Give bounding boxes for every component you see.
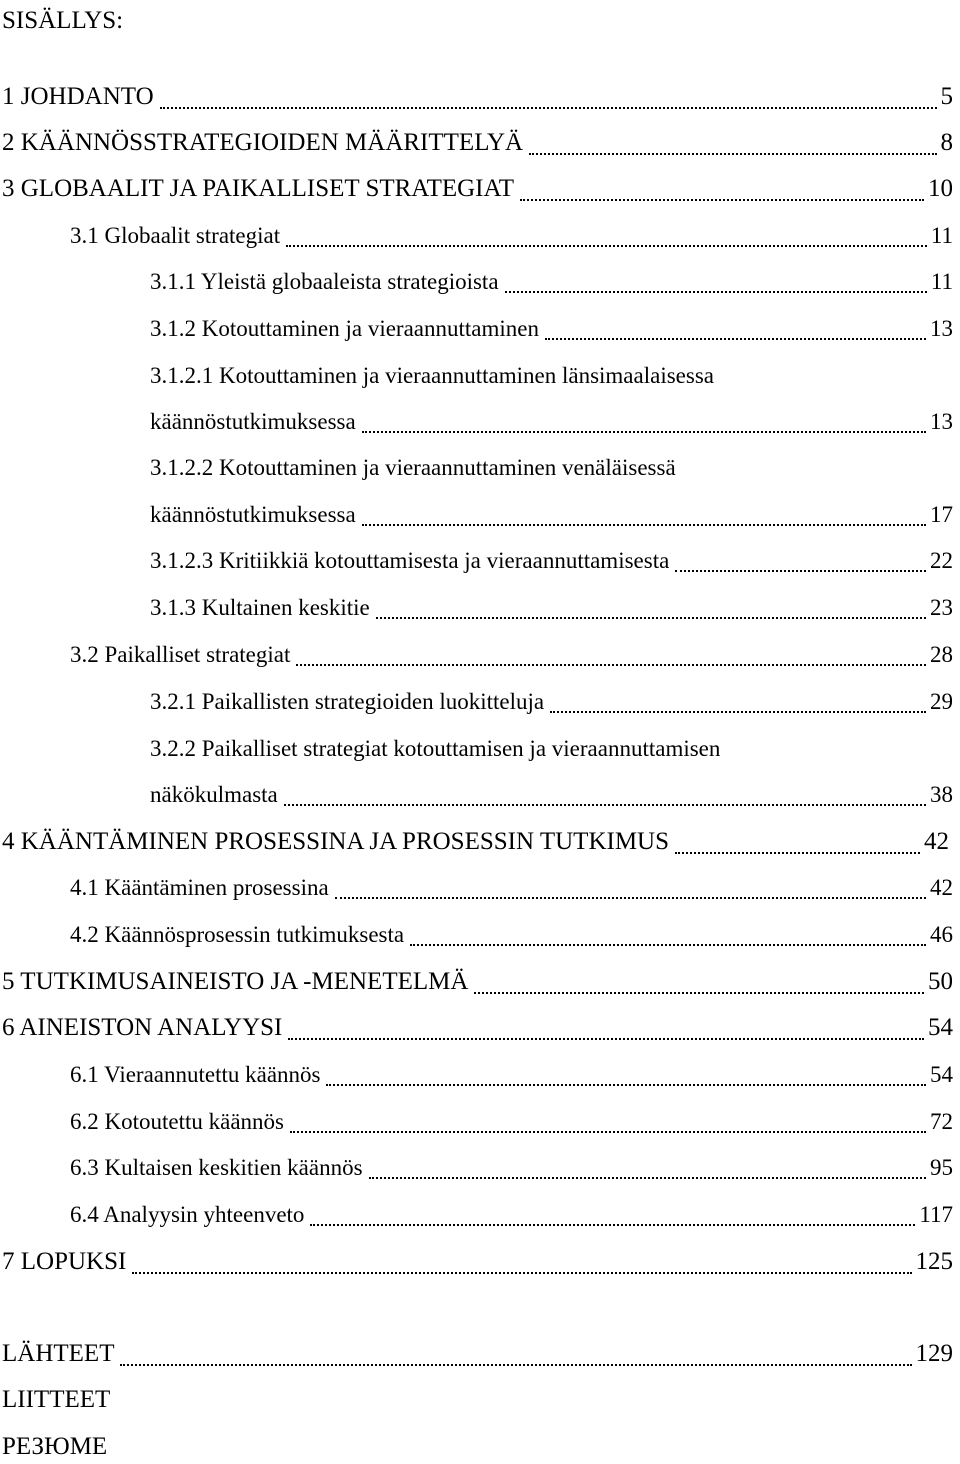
toc-entry-page: 10 bbox=[928, 175, 953, 202]
dot-leader bbox=[369, 1177, 926, 1179]
toc-entry-label: 4 KÄÄNTÄMINEN PROSESSINA JA PROSESSIN TUTKIMUS bbox=[2, 828, 670, 855]
toc-entry-label: LÄHTEET bbox=[2, 1340, 115, 1367]
dot-leader bbox=[474, 992, 924, 994]
toc-entry-page: 13 bbox=[930, 409, 953, 434]
toc-entry-label: 3.1.2.3 Kritiikkiä kotouttamisesta ja vieraannuttamisesta bbox=[150, 548, 670, 573]
toc-entry bbox=[2, 1341, 953, 1371]
toc-entry-page: 11 bbox=[930, 223, 953, 248]
dot-leader bbox=[288, 1038, 924, 1040]
dot-leader bbox=[284, 804, 926, 806]
toc-entry-label: 3.2.1 Paikallisten strategioiden luokitteluja bbox=[150, 689, 545, 714]
toc-entry-label: 3.1.2.1 Kotouttaminen ja vieraannuttaminen länsimaalaisessa bbox=[150, 363, 714, 388]
toc-entry-label: käännöstutkimuksessa bbox=[150, 409, 356, 434]
toc-entry-page: 23 bbox=[930, 595, 953, 620]
toc-entry bbox=[2, 84, 953, 114]
dot-leader bbox=[675, 852, 920, 854]
toc-entry-page: 95 bbox=[930, 1155, 953, 1180]
toc-entry bbox=[150, 317, 953, 347]
toc-heading: SISÄLLYS: bbox=[2, 7, 124, 34]
toc-entry-page: 13 bbox=[930, 316, 953, 341]
toc-entry bbox=[150, 270, 953, 300]
toc-entry-page: 72 bbox=[930, 1109, 953, 1134]
dot-leader bbox=[290, 1131, 926, 1133]
toc-entry bbox=[150, 364, 953, 394]
toc-entry-page: 129 bbox=[915, 1340, 953, 1367]
toc-entry-label: 3.1.3 Kultainen keskitie bbox=[150, 595, 370, 620]
toc-entry-label: 6.3 Kultaisen keskitien käännös bbox=[70, 1155, 363, 1180]
dot-leader bbox=[326, 1084, 926, 1086]
toc-entry-page: 54 bbox=[928, 1014, 953, 1041]
toc-entry bbox=[150, 596, 953, 626]
toc-entry bbox=[150, 783, 953, 813]
toc-entry bbox=[70, 1110, 953, 1140]
toc-entry bbox=[2, 176, 953, 206]
toc-entry-label: näkökulmasta bbox=[150, 782, 278, 807]
toc-entry-label: 3.1.1 Yleistä globaaleista strategioista bbox=[150, 269, 499, 294]
toc-entry-label: 3.2 Paikalliset strategiat bbox=[70, 642, 291, 667]
dot-leader bbox=[545, 338, 926, 340]
dot-leader bbox=[310, 1224, 915, 1226]
dot-leader bbox=[120, 1364, 911, 1366]
dot-leader bbox=[160, 107, 937, 109]
toc-entry bbox=[150, 410, 953, 440]
dot-leader bbox=[675, 570, 926, 572]
toc-entry-label: 6.2 Kotoutettu käännös bbox=[70, 1109, 284, 1134]
toc-entry bbox=[2, 1015, 953, 1045]
toc-entry-label: 7 LOPUKSI bbox=[2, 1248, 127, 1275]
dot-leader bbox=[362, 524, 926, 526]
toc-entry bbox=[2, 829, 949, 859]
toc-entry-page: 17 bbox=[930, 502, 953, 527]
toc-entry-label: 4.2 Käännösprosessin tutkimuksesta bbox=[70, 922, 405, 947]
toc-entry-page: 38 bbox=[930, 782, 953, 807]
toc-entry bbox=[150, 737, 953, 767]
toc-entry bbox=[70, 1063, 953, 1093]
dot-leader bbox=[550, 711, 926, 713]
toc-entry bbox=[150, 456, 953, 486]
toc-entry-label: 3 GLOBAALIT JA PAIKALLISET STRATEGIAT bbox=[2, 175, 515, 202]
toc-entry-label: 6.1 Vieraannutettu käännös bbox=[70, 1062, 321, 1087]
dot-leader bbox=[529, 153, 936, 155]
toc-entry-page: 50 bbox=[928, 968, 953, 995]
toc-entry bbox=[70, 224, 953, 254]
toc-entry bbox=[150, 503, 953, 533]
toc-entry bbox=[2, 969, 953, 999]
toc-entry-label: 3.2.2 Paikalliset strategiat kotouttamisen ja vieraannuttamisen bbox=[150, 736, 721, 761]
toc-entry bbox=[2, 130, 953, 160]
toc-entry-label: РЕЗЮМЕ bbox=[2, 1433, 108, 1460]
dot-leader bbox=[520, 199, 924, 201]
dot-leader bbox=[132, 1272, 911, 1274]
toc-entry-label: 4.1 Kääntäminen prosessina bbox=[70, 875, 329, 900]
toc-entry bbox=[150, 690, 953, 720]
dot-leader bbox=[286, 245, 927, 247]
toc-entry-page: 42 bbox=[924, 828, 949, 855]
toc-entry-label: 5 TUTKIMUSAINEISTO JA -MENETELMÄ bbox=[2, 968, 469, 995]
toc-entry bbox=[2, 1434, 953, 1464]
toc-entry-page: 5 bbox=[940, 83, 953, 110]
toc-entry-label: 1 JOHDANTO bbox=[2, 83, 154, 110]
toc-entry-page: 28 bbox=[930, 642, 953, 667]
toc-entry-page: 11 bbox=[930, 269, 953, 294]
toc-entry-page: 29 bbox=[930, 689, 953, 714]
toc-entry bbox=[2, 1249, 953, 1279]
toc-entry-page: 46 bbox=[930, 922, 953, 947]
dot-leader bbox=[335, 897, 926, 899]
dot-leader bbox=[376, 617, 926, 619]
toc-entry bbox=[70, 923, 953, 953]
toc-entry-page: 54 bbox=[930, 1062, 953, 1087]
toc-entry-page: 125 bbox=[915, 1248, 953, 1275]
toc-entry-label: LIITTEET bbox=[2, 1386, 111, 1413]
toc-entry bbox=[70, 876, 953, 906]
toc-entry-label: 3.1 Globaalit strategiat bbox=[70, 223, 281, 248]
toc-entry-label: 3.1.2.2 Kotouttaminen ja vieraannuttaminen venäläisessä bbox=[150, 455, 676, 480]
toc-entry bbox=[2, 1387, 953, 1417]
toc-entry-label: 6 AINEISTON ANALYYSI bbox=[2, 1014, 283, 1041]
dot-leader bbox=[362, 431, 926, 433]
toc-entry-page: 8 bbox=[940, 129, 953, 156]
toc-entry-page: 22 bbox=[930, 548, 953, 573]
toc-entry bbox=[150, 549, 953, 579]
toc-entry-label: käännöstutkimuksessa bbox=[150, 502, 356, 527]
toc-entry bbox=[70, 1203, 953, 1233]
toc-entry-label: 3.1.2 Kotouttaminen ja vieraannuttaminen bbox=[150, 316, 539, 341]
dot-leader bbox=[410, 944, 926, 946]
toc-entry-label: 6.4 Analyysin yhteenveto bbox=[70, 1202, 305, 1227]
toc-entry-page: 117 bbox=[919, 1202, 953, 1227]
toc-entry bbox=[70, 643, 953, 673]
toc-entry bbox=[70, 1156, 953, 1186]
toc-entry-label: 2 KÄÄNNÖSSTRATEGIOIDEN MÄÄRITTELYÄ bbox=[2, 129, 524, 156]
dot-leader bbox=[296, 664, 926, 666]
dot-leader bbox=[505, 291, 927, 293]
toc-entry-page: 42 bbox=[930, 875, 953, 900]
